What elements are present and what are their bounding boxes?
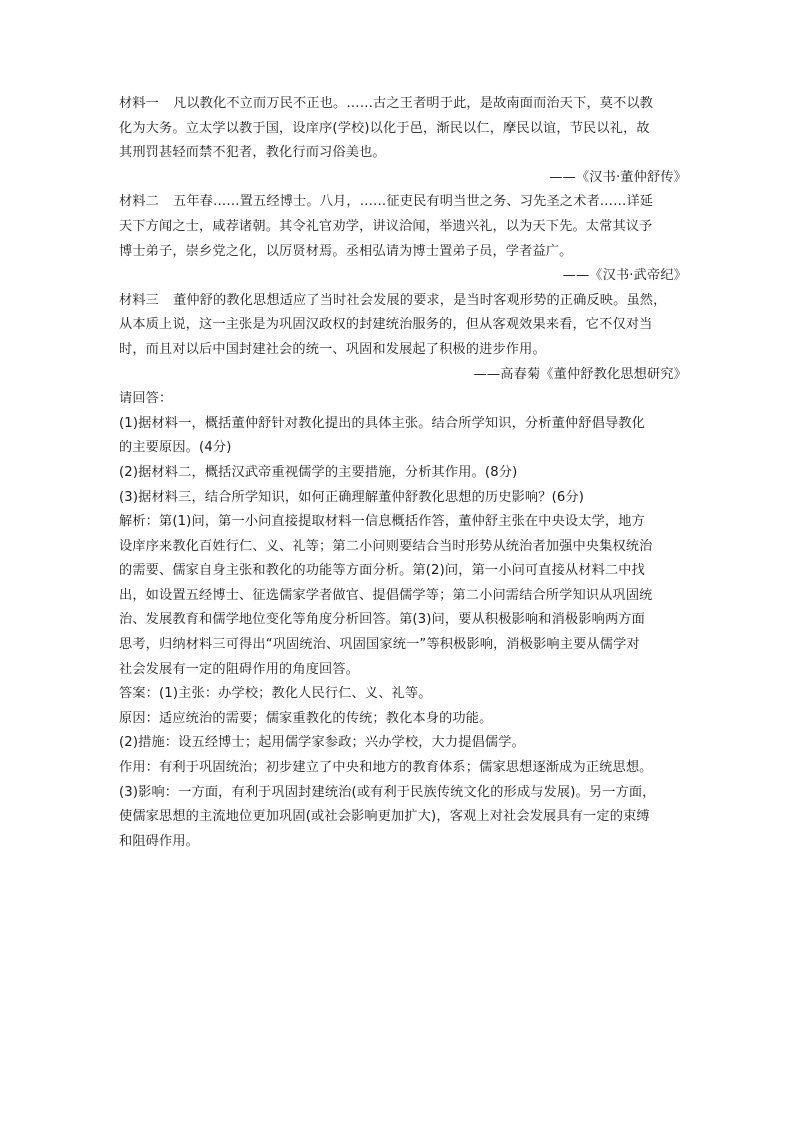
material-1-line-3: 其刑罚甚轻而禁不犯者，教化行而习俗美也。: [119, 145, 386, 161]
analysis-line-4: 出，如设置五经博士、征选儒家学者做官、提倡儒学等；第二小问需结合所学知识从巩固统: [119, 587, 653, 603]
question-1-line-1: (1)据材料一，概括董仲舒针对教化提出的具体主张。结合所学知识，分析董仲舒倡导教化: [119, 415, 645, 431]
material-3-line-2: 从本质上说，这一主张是为巩固汉政权的封建统治服务的，但从客观效果来看，它不仅对当: [119, 317, 653, 333]
answer-line-5: (3)影响：一方面，有利于巩固封建统治(或有利于民族传统文化的形成与发展)。另一方面，: [119, 784, 656, 800]
material-2-line-1: 材料二 五年春……置五经博士。八月，……征吏民有明当世之务、习先圣之术者……详延: [119, 190, 687, 215]
document-page: [119, 92, 687, 854]
material-2-source: ——《汉书·武帝纪》: [562, 268, 687, 284]
answer-line-6: 使儒家思想的主流地位更加巩固(或社会影响更加扩大)，客观上对社会发展具有一定的束缚: [119, 809, 650, 825]
question-2: (2)据材料二，概括汉武帝重视儒学的主要措施，分析其作用。(8分): [119, 464, 518, 480]
material-2-label: 材料二: [119, 194, 160, 210]
material-1-line-1: 材料一 凡以教化不立而万民不正也。……古之王者明于此，是故南面而治天下，莫不以教: [119, 92, 687, 117]
analysis-line-1: 解析：第(1)问，第一小问直接提取材料一信息概括作答，董仲舒主张在中央设太学，地方: [119, 514, 645, 530]
answer-line-2: 原因：适应统治的需要；儒家重教化的传统；教化本身的功能。: [119, 710, 493, 726]
material-1-label: 材料一: [119, 96, 160, 111]
material-3-line-3: 时，而且对以后中国封建社会的统一、巩固和发展起了积极的进步作用。: [119, 341, 546, 357]
material-1-line-2: 化为大务。立太学以教于国，设庠序(学校)以化于邑，渐民以仁，摩民以谊，节民以礼，故: [119, 120, 650, 136]
analysis-line-5: 治、发展教育和儒学地位变化等角度分析回答。第(3)问，要从积极影响和消极影响两方面: [119, 612, 645, 628]
material-1-source: ——《汉书·董仲舒传》: [549, 169, 687, 185]
analysis-line-2: 设庠序来教化百姓行仁、义、礼等；第二小问则要结合当时形势从统治者加强中央集权统治: [119, 538, 653, 554]
answer-line-7: 和阻碍作用。: [119, 833, 200, 849]
question-1-line-2: 的主要原因。(4分): [119, 440, 232, 456]
analysis-line-6: 思考，归纳材料三可得出“巩固统治、巩固国家统一”等积极影响，消极影响主要从儒学对: [119, 637, 640, 653]
material-3-line-1: 材料三 董仲舒的教化思想适应了当时社会发展的要求，是当时客观形势的正确反映。虽然，: [119, 289, 687, 314]
material-3-label: 材料三: [119, 292, 160, 308]
material-2-line-2: 天下方闻之士，咸荐诸朝。其令礼官劝学，讲议洽闻，举遗兴礼，以为天下先。太常其议予: [119, 218, 653, 234]
answer-line-3: (2)措施：设五经博士；起用儒学家参政；兴办学校，大力提倡儒学。: [119, 735, 525, 751]
material-2-line-3: 博士弟子，崇乡党之化，以厉贤材焉。丞相弘请为博士置弟子员，学者益广。: [119, 243, 573, 259]
answer-prompt: 请回答：: [119, 391, 173, 407]
analysis-line-3: 的需要、儒家自身主张和教化的功能等方面分析。第(2)问，第一小问可直接从材料二中找: [119, 563, 645, 579]
question-3: (3)据材料三，结合所学知识，如何正确理解董仲舒教化思想的历史影响？(6分): [119, 489, 585, 505]
answer-line-1: 答案：(1)主张：办学校；教化人民行仁、义、礼等。: [119, 686, 432, 702]
analysis-line-7: 社会发展有一定的阻碍作用的角度回答。: [119, 661, 360, 677]
answer-line-4: 作用：有利于巩固统治；初步建立了中央和地方的教育体系；儒家思想逐渐成为正统思想。: [119, 760, 653, 776]
material-3-source: ——高春菊《董仲舒教化思想研究》: [473, 366, 687, 382]
